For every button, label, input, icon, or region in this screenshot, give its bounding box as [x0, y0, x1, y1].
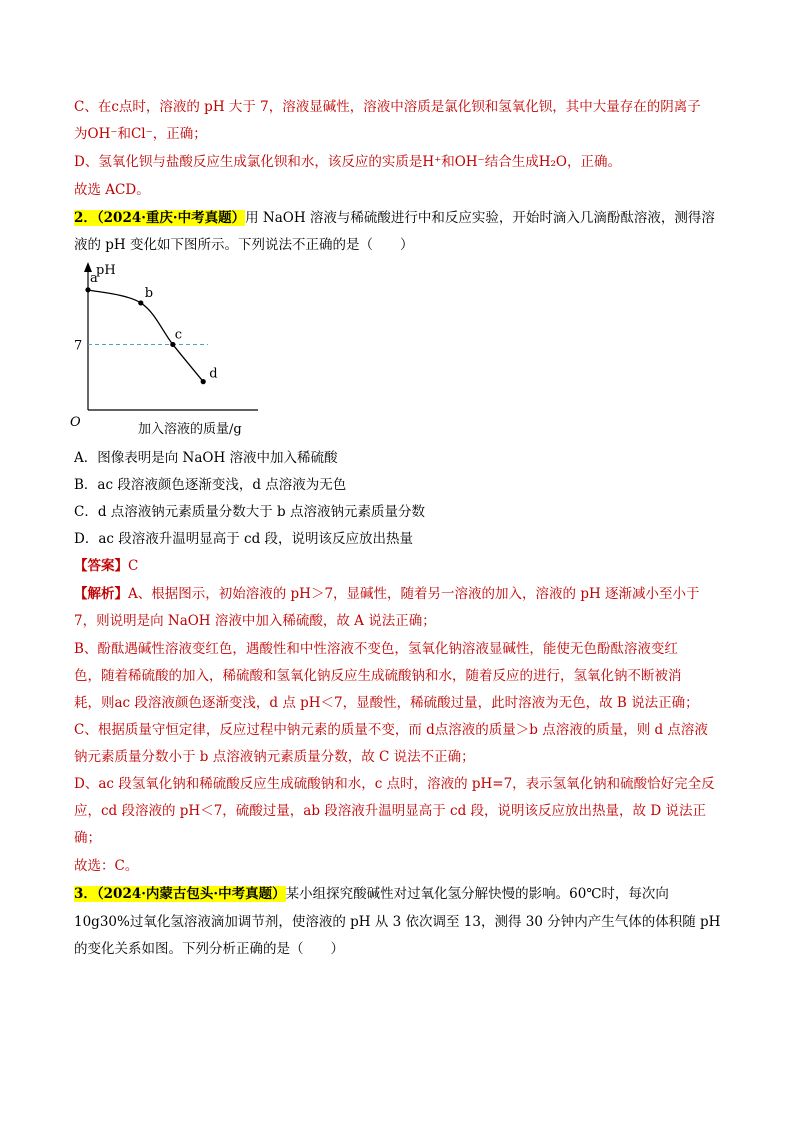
- y-axis-label: pH: [96, 263, 116, 278]
- option-c: C．d 点溶液钠元素质量分数大于 b 点溶液钠元素质量分数: [74, 504, 425, 520]
- analysis-tag: 【解析】: [74, 586, 128, 602]
- point-c-label: c: [174, 327, 183, 343]
- question-3-stem-line2: 10g30%过氧化氢溶液滴加调节剂，使溶液的 pH 从 3 依次调至 13，测得 30 分钟内产生气体的体积随 pH: [74, 914, 721, 930]
- origin-label: O: [70, 415, 81, 430]
- analysis-line-6: C、根据质量守恒定律，反应过程中钠元素的质量不变，而 d点溶液的质量＞b 点溶液的质量，则 d 点溶液: [74, 722, 708, 738]
- question-3-stem-line1: 3．（2024·内蒙古包头·中考真题）某小组探究酸碱性对过氧化氢分解快慢的影响。60℃时，每次向: [74, 886, 669, 902]
- analysis-line-3: B、酚酞遇碱性溶液变红色，遇酸性和中性溶液不变色，氢氧化钠溶液显碱性，能使无色酚酞溶液变红: [74, 641, 678, 657]
- analysis-line-8: D、ac 段氢氧化钠和稀硫酸反应生成硫酸钠和水，c 点时，溶液的 pH=7，表示氢氧化钠和硫酸恰好完全反: [74, 776, 715, 792]
- answer-line: [74, 556, 138, 576]
- question-2-stem-line1: 2．（2024·重庆·中考真题）用 NaOH 溶液与稀硫酸进行中和反应实验，开始时滴入几滴酚酞溶液，测得溶: [74, 210, 715, 226]
- ph-curve-chart: [62, 258, 272, 440]
- option-b: B．ac 段溶液颜色逐渐变浅，d 点溶液为无色: [74, 477, 347, 493]
- answer-conclusion-1: 故选 ACD。: [74, 182, 150, 198]
- ph-curve: [88, 290, 203, 382]
- data-points: [85, 271, 217, 384]
- point-b-label: b: [144, 285, 154, 301]
- analysis-line-5: 耗，则ac 段溶液颜色逐渐变浅，d 点 pH＜7，显酸性，稀硫酸过量，此时溶液为无色，故 B 说法正确；: [74, 695, 699, 711]
- point-a-label: a: [90, 270, 98, 286]
- analysis-line-1: 【解析】A、根据图示，初始溶液的 pH＞7，显碱性，随着另一溶液的加入，溶液的 pH 逐渐减小至小于: [74, 586, 700, 602]
- point-c-marker: [170, 342, 175, 347]
- point-d-marker: [201, 379, 206, 384]
- question-3-source-tag: 3．（2024·内蒙古包头·中考真题）: [74, 886, 286, 902]
- answer-conclusion-2: 故选：C。: [74, 858, 139, 874]
- question-2-source-tag: 2．（2024·重庆·中考真题）: [74, 210, 246, 226]
- option-a: A．图像表明是向 NaOH 溶液中加入稀硫酸: [74, 450, 338, 466]
- option-d-explanation: D、氢氧化钡与盐酸反应生成氯化钡和水，该反应的实质是H⁺和OH⁻结合生成H₂O，正确。: [74, 154, 621, 170]
- point-a-marker: [85, 287, 90, 292]
- answer-value: C: [128, 558, 139, 574]
- analysis-line-7: 钠元素质量分数小于 b 点溶液钠元素质量分数，故 C 说法不正确；: [74, 749, 475, 765]
- analysis-line-9: 应，cd 段溶液的 pH＜7，硫酸过量，ab 段溶液升温明显高于 cd 段，说明该反应放出热量，故 D 说法正: [74, 803, 706, 819]
- question-3-stem-line3: 的变化关系如图。下列分析正确的是（ ）: [74, 941, 344, 957]
- point-b-marker: [138, 300, 143, 305]
- answer-tag: 【答案】: [74, 558, 128, 574]
- option-c-explanation-line2: 为OH⁻和Cl⁻，正确；: [74, 126, 207, 142]
- ph-7-tick-label: 7: [74, 338, 83, 354]
- point-d-label: d: [209, 366, 218, 382]
- option-d: D．ac 段溶液升温明显高于 cd 段，说明该反应放出热量: [74, 531, 414, 547]
- analysis-line-10: 确；: [74, 830, 101, 846]
- question-2-stem-line2: 液的 pH 变化如下图所示。下列说法不正确的是（ ）: [74, 237, 414, 253]
- x-axis-label: 加入溶液的质量/g: [138, 422, 242, 437]
- analysis-line-2: 7，则说明是向 NaOH 溶液中加入稀硫酸，故 A 说法正确；: [74, 613, 436, 629]
- analysis-line-4: 色，随着稀硫酸的加入，稀硫酸和氢氧化钠反应生成硫酸钠和水，随着反应的进行，氢氧化钠不断被消: [74, 668, 682, 684]
- option-c-explanation-line1: C、在c点时，溶液的 pH 大于 7，溶液显碱性，溶液中溶质是氯化钡和氢氧化钡，其中大量存在的阴离子: [74, 99, 701, 115]
